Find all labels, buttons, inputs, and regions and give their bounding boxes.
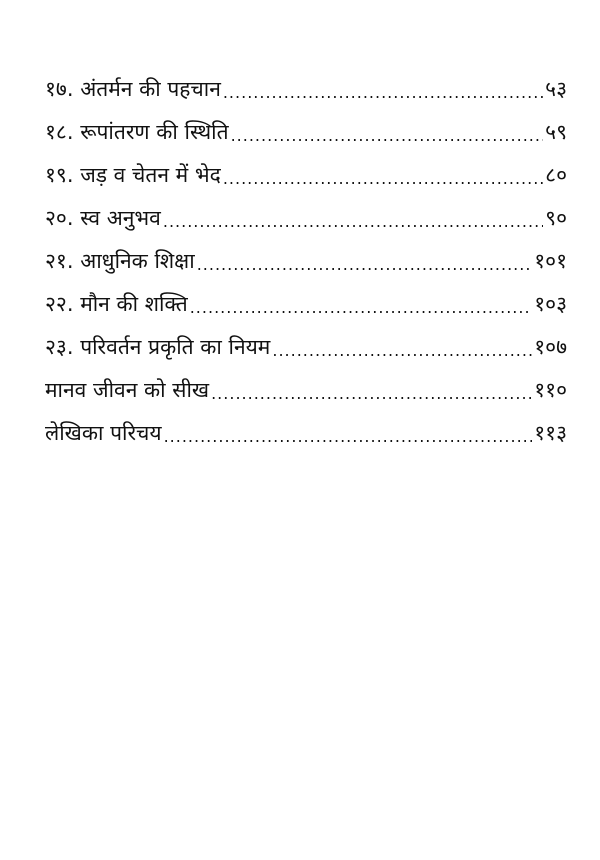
toc-entry: [45, 412, 567, 455]
toc-entry-title: मानव जीवन को सीख: [45, 378, 210, 402]
toc-entry-page: १०३: [534, 292, 567, 316]
toc-entry-page: ११३: [534, 421, 567, 445]
table-of-contents: [45, 68, 567, 455]
toc-entry-page: ५३: [545, 77, 567, 101]
toc-dot-leader: [272, 343, 532, 359]
toc-entry-page: १०१: [534, 249, 567, 273]
toc-dot-leader: [197, 257, 533, 273]
toc-entry-page: ८०: [545, 163, 567, 187]
toc-entry-title: १८. रूपांतरण की स्थिति: [45, 120, 229, 144]
toc-entry: [45, 68, 567, 111]
toc-dot-leader: [164, 429, 533, 445]
toc-dot-leader: [190, 300, 533, 316]
toc-dot-leader: [223, 85, 543, 101]
toc-entry-title: १९. जड़ व चेतन में भेद: [45, 163, 221, 187]
toc-entry: [45, 240, 567, 283]
toc-entry: [45, 326, 567, 369]
toc-dot-leader: [231, 128, 544, 144]
toc-entry-title: २०. स्व अनुभव: [45, 206, 161, 230]
toc-dot-leader: [223, 171, 543, 187]
toc-entry: [45, 283, 567, 326]
toc-entry: [45, 111, 567, 154]
toc-entry-title: १७. अंतर्मन की पहचान: [45, 77, 221, 101]
toc-dot-leader: [163, 214, 543, 230]
toc-entry-title: २२. मौन की शक्ति: [45, 292, 188, 316]
toc-entry: [45, 369, 567, 412]
toc-entry-title: २३. परिवर्तन प्रकृति का नियम: [45, 335, 271, 359]
toc-entry-title: लेखिका परिचय: [45, 421, 162, 445]
toc-entry-title: २१. आधुनिक शिक्षा: [45, 249, 195, 273]
toc-dot-leader: [211, 386, 532, 402]
toc-entry: [45, 154, 567, 197]
toc-entry-page: १०७: [534, 335, 567, 359]
toc-entry-page: ११०: [534, 378, 567, 402]
toc-entry-page: ५९: [545, 120, 567, 144]
toc-entry-page: ९०: [545, 206, 567, 230]
toc-entry: [45, 197, 567, 240]
